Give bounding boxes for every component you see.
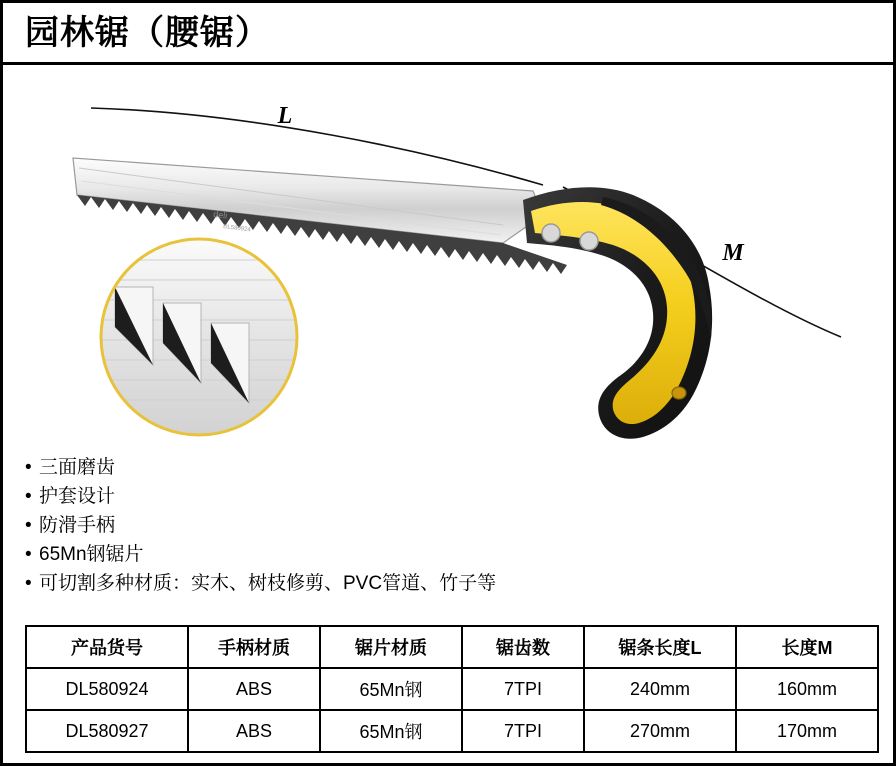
list-item (25, 482, 865, 511)
table-header-row (26, 626, 878, 668)
bullet-icon: • (25, 457, 32, 478)
col-header-handle-material: 手柄材质 (188, 626, 320, 668)
spec-table (25, 625, 879, 753)
bullet-icon: • (25, 486, 32, 507)
saw-handle (523, 187, 712, 439)
feature-list (25, 453, 865, 598)
cell-product-code: DL580927 (26, 710, 188, 752)
feature-text: 护套设计 (39, 486, 116, 507)
col-header-blade-material: 锯片材质 (320, 626, 462, 668)
cell-product-code: DL580924 (26, 668, 188, 710)
col-header-teeth-count: 锯齿数 (462, 626, 584, 668)
feature-text: 可切割多种材质：实木、树枝修剪、PVC管道、竹子等 (39, 573, 497, 594)
list-item (25, 453, 865, 482)
bullet-icon: • (25, 515, 32, 536)
bullet-icon: • (25, 573, 32, 594)
cell-total-length: 170mm (736, 710, 878, 752)
table-row (26, 668, 878, 710)
cell-blade-material: 65Mn钢 (320, 710, 462, 752)
cell-teeth-count: 7TPI (462, 668, 584, 710)
dimension-label-L: L (277, 103, 293, 129)
tooth-detail-zoom (101, 239, 297, 435)
feature-text: 65Mn钢锯片 (39, 544, 144, 565)
cell-teeth-count: 7TPI (462, 710, 584, 752)
col-header-product-code: 产品货号 (26, 626, 188, 668)
page-title: 园林锯（腰锯） (25, 13, 270, 52)
cell-total-length: 160mm (736, 668, 878, 710)
blade-model-text: DL580924 (222, 224, 251, 234)
list-item (25, 569, 865, 598)
cell-handle-material: ABS (188, 710, 320, 752)
dimension-label-M: M (722, 240, 744, 266)
col-header-total-length: 长度M (736, 626, 878, 668)
blade-brand-text: deli (212, 209, 228, 221)
handle-rivet-1 (542, 224, 560, 242)
col-header-blade-length: 锯条长度L (584, 626, 736, 668)
product-illustration (3, 65, 893, 445)
bullet-icon: • (25, 544, 32, 565)
cell-blade-length: 270mm (584, 710, 736, 752)
feature-text: 防滑手柄 (39, 515, 116, 536)
cell-handle-material: ABS (188, 668, 320, 710)
title-bar (3, 3, 893, 65)
list-item (25, 511, 865, 540)
feature-text: 三面磨齿 (39, 457, 116, 478)
table-row (26, 710, 878, 752)
handle-rivet-2 (580, 232, 598, 250)
list-item (25, 540, 865, 569)
lanyard-hole (672, 387, 686, 399)
cell-blade-length: 240mm (584, 668, 736, 710)
cell-blade-material: 65Mn钢 (320, 668, 462, 710)
